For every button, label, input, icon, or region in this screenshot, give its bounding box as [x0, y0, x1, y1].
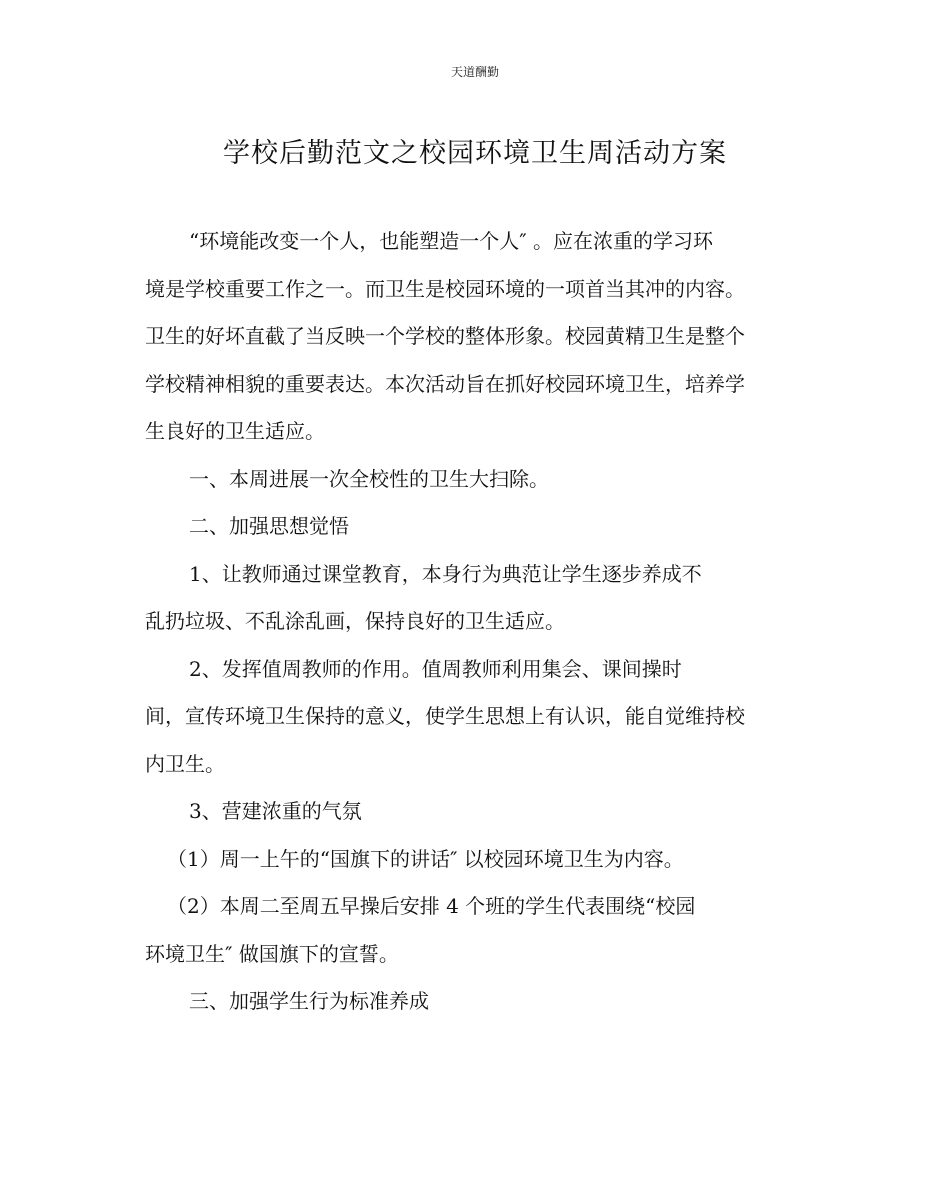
section-heading-3 — [145, 978, 810, 1026]
paragraph-line: 1、让教师通过课堂教育，本身行为典范让学生逐步养成不 — [189, 561, 702, 586]
section-heading-2 — [145, 503, 810, 551]
paragraph-line: 生良好的卫生适应。 — [145, 419, 325, 443]
paragraph-line: （1）周一上午的“国旗下的讲话″ 以校园环境卫生为内容。 — [167, 846, 684, 871]
document-title: 学校后勤范文之校园环境卫生周活动方案 — [223, 138, 727, 169]
paragraph-line: 乱扔垃圾、不乱涂乱画，保持良好的卫生适应。 — [145, 609, 565, 633]
paragraph-line: 3、营建浓重的气氛 — [189, 799, 362, 823]
paragraph-line: （2）本周二至周五早操后安排 4 个班的学生代表围绕“校园 — [167, 894, 696, 918]
list-item-1 — [145, 551, 810, 646]
paragraph-line: 间，宣传环境卫生保持的意义，使学生思想上有认识，能自觉维持校 — [145, 704, 745, 728]
list-item-2 — [145, 646, 810, 789]
section-heading-1 — [145, 456, 810, 504]
paragraph-line: 卫生的好坏直截了当反映一个学校的整体形象。校园黄精卫生是整个 — [145, 324, 745, 348]
paragraph-line: 一、本周进展一次全校性的卫生大扫除。 — [189, 466, 549, 491]
paragraph-line: 三、加强学生行为标准养成 — [189, 989, 429, 1013]
sub-list-item-2 — [145, 883, 810, 978]
paragraph-line: 环境卫生″ 做国旗下的宣誓。 — [145, 941, 399, 966]
sub-list-item-1 — [145, 836, 810, 884]
paragraph-line: 二、加强思想觉悟 — [189, 514, 349, 538]
page-header: 天道酬勤 — [450, 65, 499, 79]
paragraph-line: 内卫生。 — [145, 751, 225, 776]
paragraph-line: 境是学校重要工作之一。而卫生是校园环境的一项首当其冲的内容。 — [145, 276, 745, 301]
document-body — [145, 218, 810, 1026]
paragraph-line: “环境能改变一个人，也能塑造一个人″ 。应在浓重的学习环 — [189, 229, 714, 253]
paragraph-line: 学校精神相貌的重要表达。本次活动旨在抓好校园环境卫生，培养学 — [145, 371, 745, 396]
list-item-3 — [145, 788, 810, 836]
paragraph-intro — [145, 218, 810, 456]
paragraph-line: 2、发挥值周教师的作用。值周教师利用集会、课间操时 — [189, 656, 682, 681]
